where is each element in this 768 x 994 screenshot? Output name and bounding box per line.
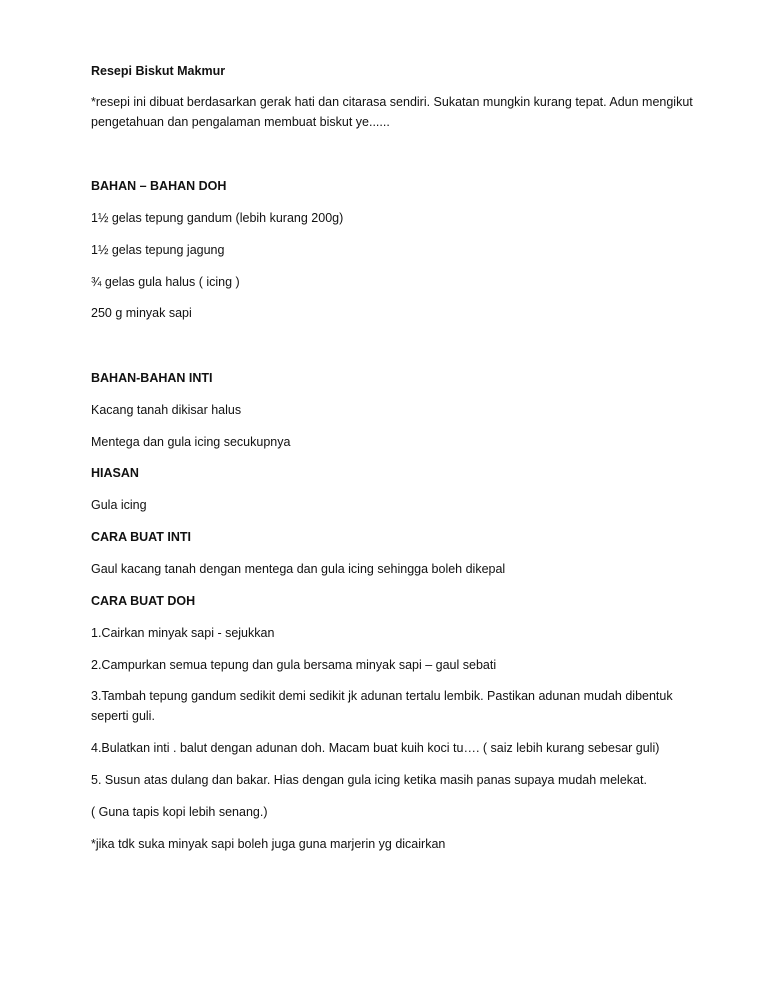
dough-method-heading: CARA BUAT DOH [91,594,196,608]
dough-method-step: 4.Bulatkan inti . balut dengan adunan doh. Macam buat kuih koci tu…. ( saiz lebih kurang sebesar guli) [91,741,660,755]
filling-ingredient-item: Mentega dan gula icing secukupnya [91,435,291,449]
filling-ingredient-item: Kacang tanah dikisar halus [91,403,242,417]
dough-ingredient-item: 1½ gelas tepung gandum (lebih kurang 200g) [91,211,344,225]
document-title: Resepi Biskut Makmur [91,64,226,78]
filling-ingredients-heading: BAHAN-BAHAN INTI [91,371,213,385]
dough-method-step: 1.Cairkan minyak sapi - sejukkan [91,626,275,640]
dough-ingredient-item: 1½ gelas tepung jagung [91,243,225,257]
dough-method-step: 2.Campurkan semua tepung dan gula bersama minyak sapi – gaul sebati [91,658,497,672]
dough-method-note: *jika tdk suka minyak sapi boleh juga guna marjerin yg dicairkan [91,837,446,851]
decoration-item: Gula icing [91,498,147,512]
filling-method-heading: CARA BUAT INTI [91,530,191,544]
filling-method-step: Gaul kacang tanah dengan mentega dan gula icing sehingga boleh dikepal [91,562,506,576]
dough-method-step: 5. Susun atas dulang dan bakar. Hias dengan gula icing ketika masih panas supaya mudah melekat. [91,773,647,787]
dough-ingredients-heading: BAHAN – BAHAN DOH [91,179,227,193]
decoration-heading: HIASAN [91,466,139,480]
intro-note: *resepi ini dibuat berdasarkan gerak hati dan citarasa sendiri. Sukatan mungkin kurang tepat. Adun mengikut pengetahuan dan pengalaman membuat biskut ye...... [91,95,693,129]
dough-ingredient-item: 250 g minyak sapi [91,306,192,320]
dough-ingredient-item: ¾ gelas gula halus ( icing ) [91,275,240,289]
dough-method-note: ( Guna tapis kopi lebih senang.) [91,805,268,819]
dough-method-step: 3.Tambah tepung gandum sedikit demi sedikit jk adunan tertalu lembik. Pastikan adunan mudah dibentuk seperti guli. [91,689,673,723]
